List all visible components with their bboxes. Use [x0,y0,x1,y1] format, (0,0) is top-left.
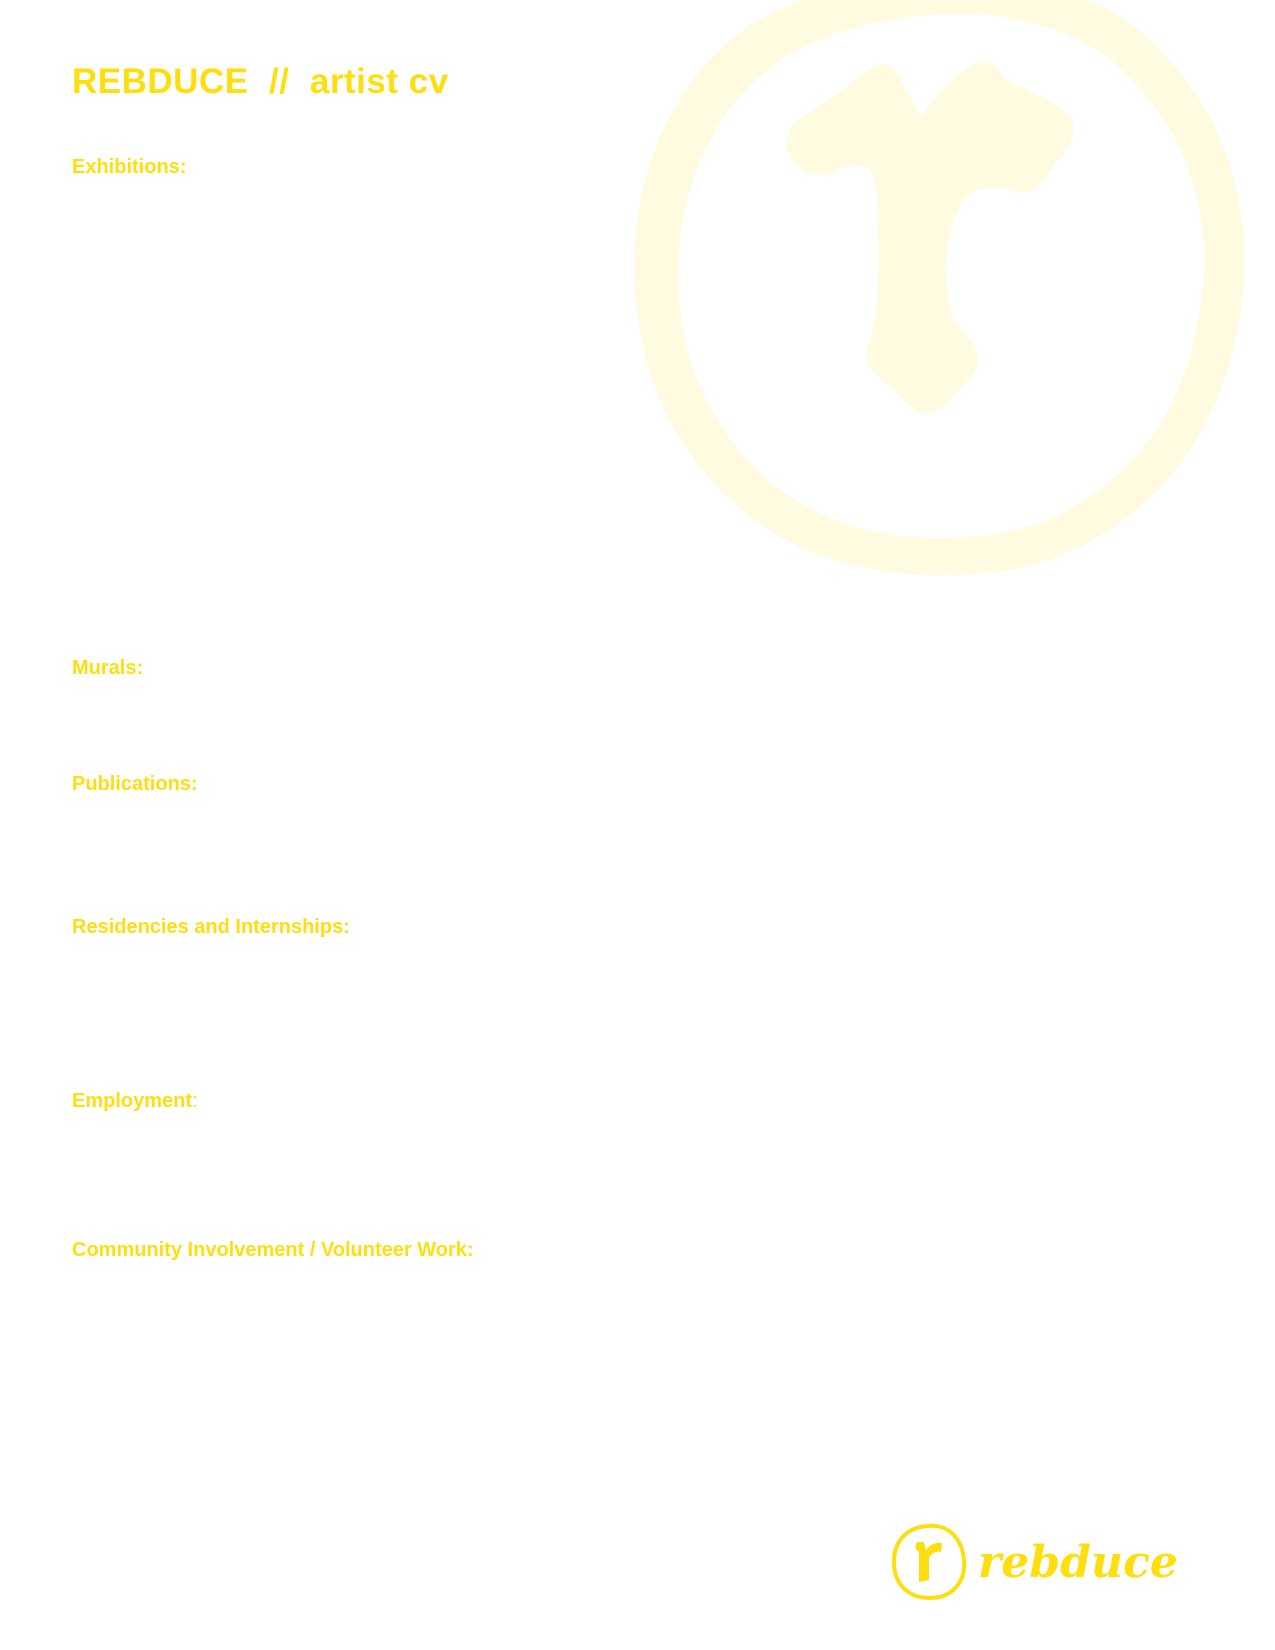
section-heading-publications: Publications: [72,773,198,795]
section-heading-employment-label: Employment [72,1090,193,1112]
section-heading-community: Community Involvement / Volunteer Work: [72,1239,474,1261]
section-heading-employment [72,1090,198,1113]
rebduce-logo [890,1522,1190,1602]
rebduce-wordmark: rebduce [978,1537,1178,1588]
r-seal-icon [894,1526,964,1598]
page-title: REBDUCE // artist cv [72,62,449,101]
section-heading-employment-colon: : [192,1090,198,1112]
r-seal-watermark-icon [630,0,1250,590]
section-heading-murals: Murals: [72,657,144,679]
section-heading-residencies: Residencies and Internships: [72,916,350,938]
section-heading-exhibitions: Exhibitions: [72,156,187,178]
